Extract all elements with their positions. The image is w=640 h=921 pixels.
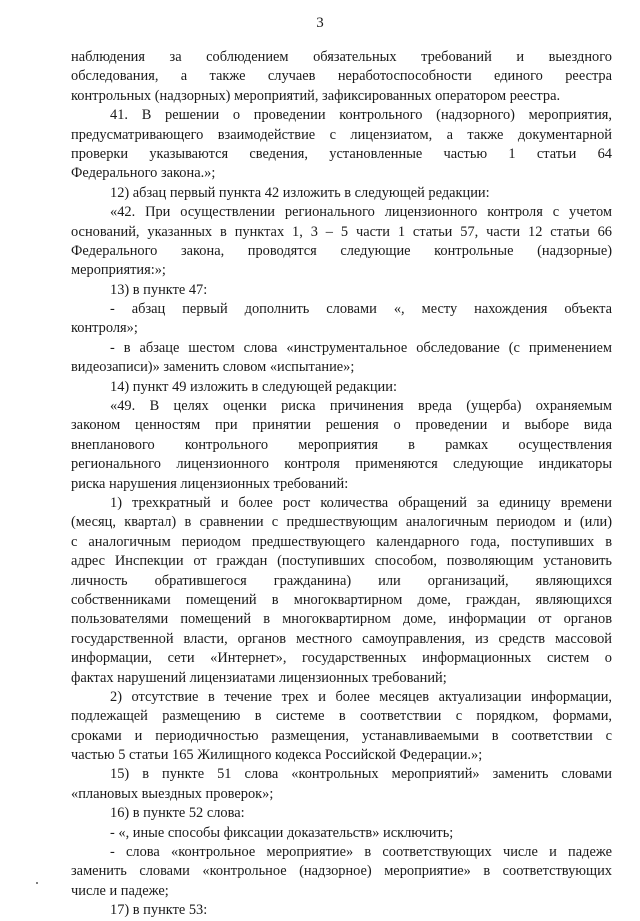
text-line: обследования, а также случаев неработоспособности единого реестра — [71, 68, 612, 85]
text-line: заменить словами «контрольное (надзорное) мероприятие» в соответствующих — [71, 863, 612, 880]
text-line: риска нарушения лицензионных требований: — [71, 475, 349, 492]
text-line: частью 5 статьи 165 Жилищного кодекса Российской Федерации.»; — [71, 747, 483, 764]
text-line: контрольных (надзорных) мероприятий, зафиксированных оператором реестра. — [71, 87, 561, 104]
text-line: 2) отсутствие в течение трех и более месяцев актуализации информации, — [110, 688, 612, 705]
text-line: - в абзаце шестом слова «инструментальное обследование (с применением — [110, 339, 612, 356]
text-line: проверки указываются сведения, установленные частью 1 статьи 64 — [71, 145, 612, 162]
text-line: 16) в пункте 52 слова: — [110, 805, 245, 822]
text-line: «49. В целях оценки риска причинения вреда (ущерба) охраняемым — [110, 398, 612, 415]
text-line: видеозаписи)» заменить словом «испытание»; — [71, 359, 355, 376]
text-line: мероприятия:»; — [71, 262, 166, 279]
text-line: Федерального закона.»; — [71, 165, 216, 182]
text-line: с аналогичным периодом предшествующего календарного года, поступивших в — [71, 533, 612, 550]
text-line: 13) в пункте 47: — [110, 281, 208, 298]
text-line: адрес Инспекции от граждан (поступивших способом, позволяющим установить — [71, 553, 612, 570]
text-line: 15) в пункте 51 слова «контрольных мероприятий» заменить словами — [110, 766, 612, 783]
text-line: оснований, указанных в пунктах 1, 3 – 5 части 1 статьи 57, части 12 статьи 66 — [71, 223, 612, 240]
text-line: регионального лицензионного контроля применяются следующие индикаторы — [71, 456, 612, 473]
text-line: (месяц, квартал) в сравнении с предшествующим аналогичным периодом и (или) — [71, 514, 612, 531]
text-line: - слова «контрольное мероприятие» в соответствующих числе и падеже — [110, 844, 612, 861]
document-body — [71, 48, 612, 921]
text-line: информации, сети «Интернет», государственных информационных систем о — [71, 650, 612, 667]
text-line: фактах нарушений лицензиатами лицензионных требований; — [71, 669, 447, 686]
text-line: - «, иные способы фиксации доказательств» исключить; — [110, 824, 454, 841]
text-line: наблюдения за соблюдением обязательных требований и выездного — [71, 49, 612, 65]
text-line: 17) в пункте 53: — [110, 902, 208, 919]
text-line: - абзац первый дополнить словами «, месту нахождения объекта — [110, 301, 612, 318]
text-line: 12) абзац первый пункта 42 изложить в следующей редакции: — [110, 184, 490, 201]
text-line: «плановых выездных проверок»; — [71, 785, 274, 802]
text-line: собственниками помещений в многоквартирном доме, граждан, являющихся — [71, 591, 612, 608]
text-line: пользователями помещений в многоквартирном доме, информации от органов — [71, 611, 612, 628]
text-line: «42. При осуществлении регионального лицензионного контроля с учетом — [110, 204, 612, 221]
text-line: 1) трехкратный и более рост количества обращений за единицу времени — [110, 494, 612, 511]
text-line: контроля»; — [71, 320, 138, 337]
text-line: сроками и периодичностью размещения, устанавливаемыми в соответствии с — [71, 727, 612, 744]
scan-speck — [36, 882, 38, 884]
text-line: предусматривающего взаимодействие с лицензиатом, а также документарной — [71, 126, 612, 143]
text-line: 41. В решении о проведении контрольного (надзорного) мероприятия, — [110, 107, 612, 124]
text-line: 14) пункт 49 изложить в следующей редакции: — [110, 378, 397, 395]
text-line: подлежащей размещению в системе в соответствии с порядком, формами, — [71, 708, 612, 725]
text-line: государственной власти, органов местного самоуправления, из средств массовой — [71, 630, 612, 647]
page-number: 3 — [316, 15, 324, 31]
text-line: законом ценностям при принятии решения о проведении и выборе вида — [71, 417, 612, 434]
text-line: внепланового контрольного мероприятия в рамках осуществления — [71, 436, 612, 453]
text-line: Федерального закона, проводятся следующие контрольные (надзорные) — [71, 242, 612, 259]
text-line: числе и падеже; — [71, 882, 169, 899]
text-line: личность обратившегося гражданина) или организаций, являющихся — [71, 572, 612, 589]
